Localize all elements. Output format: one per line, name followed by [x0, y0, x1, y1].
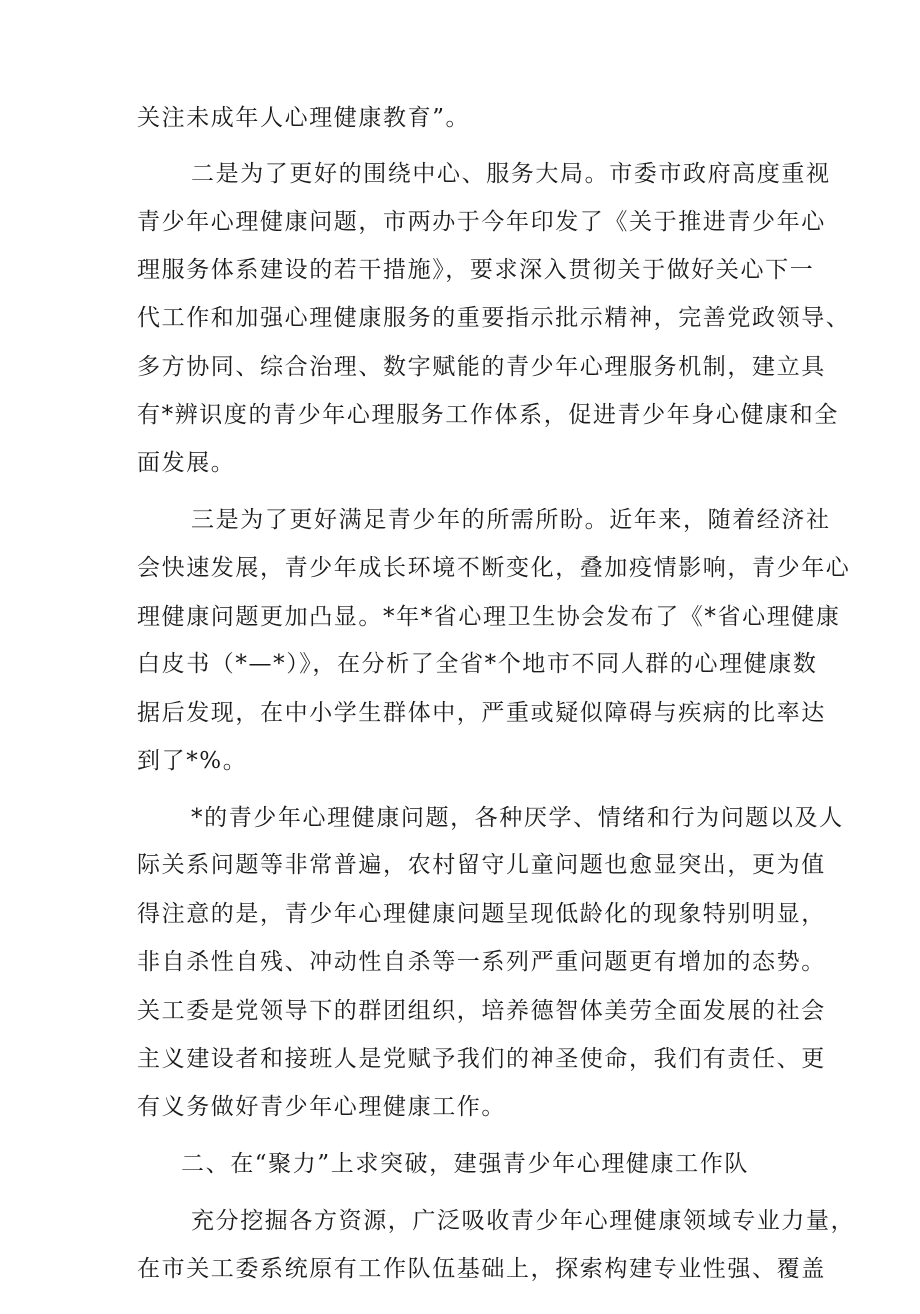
- text-line: 主义建设者和接班人是党赋予我们的神圣使命，我们有责任、更: [137, 1046, 826, 1072]
- text-line: 关工委是党领导下的群团组织，培养德智体美劳全面发展的社会: [137, 998, 826, 1024]
- text-line: 理健康问题更加凸显。*年*省心理卫生协会发布了《*省心理健康: [137, 604, 841, 630]
- text-line: 有义务做好青少年心理健康工作。: [137, 1094, 506, 1120]
- text-line: 关注未成年人心理健康教育”。: [137, 105, 471, 131]
- text-line: 理服务体系建设的若干措施》，要求深入贯彻关于做好关心下一: [137, 257, 815, 283]
- text-line: 白皮书（*—*）》，在分析了全省*个地市不同人群的心理健康数: [137, 651, 818, 677]
- section-heading: 二、在“聚力”上求突破，建强青少年心理健康工作队: [181, 1151, 749, 1177]
- document-page-overflow: [137, 1206, 856, 1296]
- text-line: 代工作和加强心理健康服务的重要指示批示精神，完善党政领导、: [137, 305, 851, 331]
- text-line: 面发展。: [137, 450, 236, 476]
- document-page: [137, 103, 851, 1314]
- text-line: 到了*%。: [137, 748, 248, 774]
- text-line: 青少年心理健康问题，市两办于今年印发了《关于推进青少年心: [137, 209, 826, 235]
- text-line: 会快速发展，青少年成长环境不断变化，叠加疫情影响，青少年心: [137, 555, 851, 581]
- text-line: 有*辨识度的青少年心理服务工作体系，促进青少年身心健康和全: [137, 402, 839, 428]
- text-line: 非自杀性自残、冲动性自杀等一系列严重问题更有增加的态势。: [137, 949, 826, 975]
- paragraph-start: 三是为了更好满足青少年的所需所盼。近年来，随着经济社: [191, 507, 831, 533]
- paragraph-start: 二是为了更好的围绕中心、服务大局。市委市政府高度重视: [191, 161, 831, 187]
- text-line: 多方协同、综合治理、数字赋能的青少年心理服务机制，建立具: [137, 354, 826, 380]
- paragraph-start: *的青少年心理健康问题，各种厌学、情绪和行为问题以及人: [191, 805, 844, 831]
- text-line: 据后发现，在中小学生群体中，严重或疑似障碍与疾病的比率达: [137, 700, 826, 726]
- text-line: 得注意的是，青少年心理健康问题呈现低龄化的现象特别明显，: [137, 901, 826, 927]
- text-line: 在市关工委系统原有工作队伍基础上，探索构建专业性强、覆盖: [137, 1256, 826, 1282]
- paragraph-start: 充分挖掘各方资源，广泛吸收青少年心理健康领域专业力量，: [191, 1208, 856, 1234]
- text-line: 际关系问题等非常普遍，农村留守儿童问题也愈显突出，更为值: [137, 852, 826, 878]
